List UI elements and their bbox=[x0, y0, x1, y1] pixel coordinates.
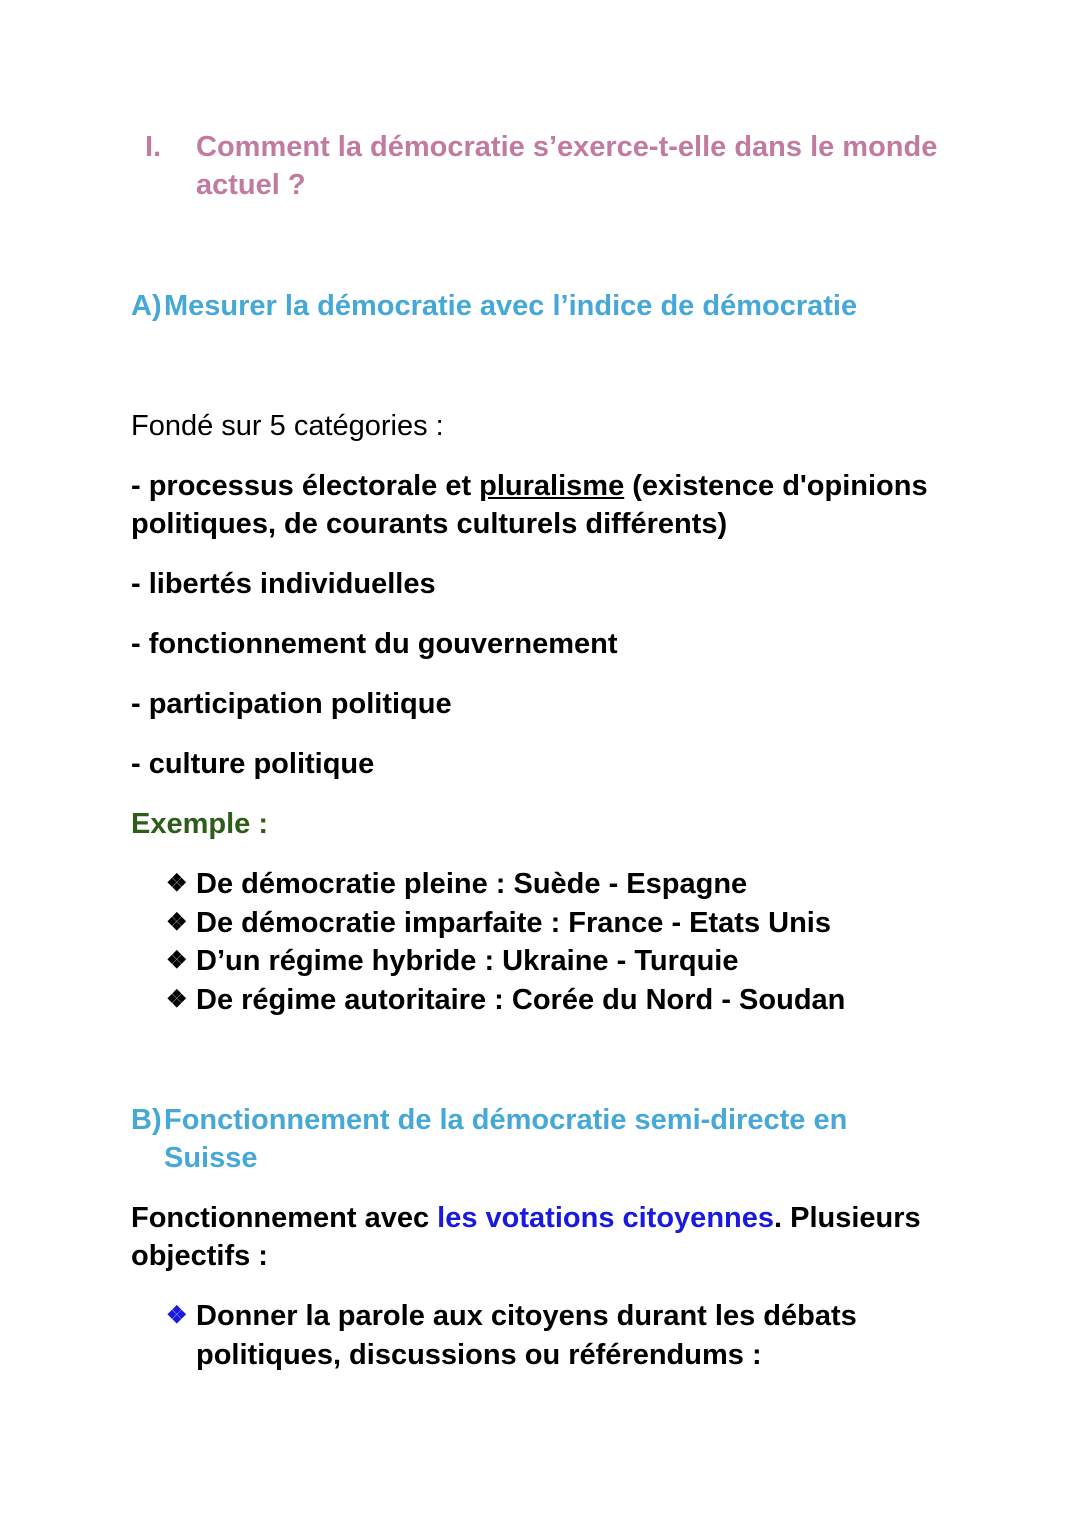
diamond-bullet-icon: ❖ bbox=[166, 985, 188, 1013]
paragraph-prefix: Fonctionnement avec bbox=[131, 1202, 438, 1234]
section-1-heading bbox=[145, 128, 965, 204]
example-text: De démocratie imparfaite : France - Etats Unis bbox=[196, 906, 831, 939]
section-b-heading bbox=[131, 1101, 951, 1177]
pluralisme-term: pluralisme bbox=[479, 470, 625, 502]
section-a-title: Mesurer la démocratie avec l’indice de démocratie bbox=[164, 290, 858, 322]
diamond-bullet-icon: ❖ bbox=[166, 870, 188, 897]
example-label: Exemple : bbox=[131, 808, 268, 840]
diamond-bullet-icon: ❖ bbox=[166, 1302, 188, 1329]
category-3: - fonctionnement du gouvernement bbox=[131, 628, 618, 660]
category-1 bbox=[131, 467, 951, 543]
list-item bbox=[166, 865, 986, 904]
section-a-label: A) bbox=[131, 290, 162, 322]
diamond-bullet-icon: ❖ bbox=[166, 947, 188, 974]
paragraph-suffix: . Plusieurs objectifs : bbox=[131, 1202, 921, 1272]
objective-text: Donner la parole aux citoyens durant les débats politiques, discussions ou référendums : bbox=[196, 1300, 857, 1371]
categories-intro: Fondé sur 5 catégories : bbox=[131, 410, 444, 442]
list-item bbox=[166, 981, 986, 1020]
objectives-list bbox=[166, 1297, 866, 1374]
list-item bbox=[166, 904, 986, 943]
section-1-title: Comment la démocratie s’exerce-t-elle dans le monde actuel ? bbox=[196, 131, 938, 201]
list-item bbox=[166, 1297, 866, 1374]
example-text: De démocratie pleine : Suède - Espagne bbox=[196, 868, 748, 900]
category-1-prefix: - processus électorale et bbox=[131, 470, 480, 502]
example-text: De régime autoritaire : Corée du Nord - Soudan bbox=[196, 983, 846, 1016]
section-b-paragraph bbox=[131, 1199, 951, 1275]
example-text: D’un régime hybride : Ukraine - Turquie bbox=[196, 945, 739, 977]
section-1-number: I. bbox=[145, 131, 162, 163]
diamond-bullet-icon: ❖ bbox=[166, 908, 188, 936]
examples-list bbox=[166, 865, 986, 1019]
category-2: - libertés individuelles bbox=[131, 568, 436, 600]
section-b-title: Fonctionnement de la démocratie semi-directe en Suisse bbox=[164, 1104, 848, 1174]
category-4: - participation politique bbox=[131, 688, 452, 720]
section-a-heading bbox=[131, 287, 951, 325]
list-item bbox=[166, 942, 986, 981]
votations-link: les votations citoyennes bbox=[437, 1202, 774, 1234]
section-b-label: B) bbox=[131, 1104, 162, 1136]
category-1-suffix: (existence d'opinions politiques, de courants culturels différents) bbox=[131, 470, 928, 540]
category-5: - culture politique bbox=[131, 748, 375, 780]
